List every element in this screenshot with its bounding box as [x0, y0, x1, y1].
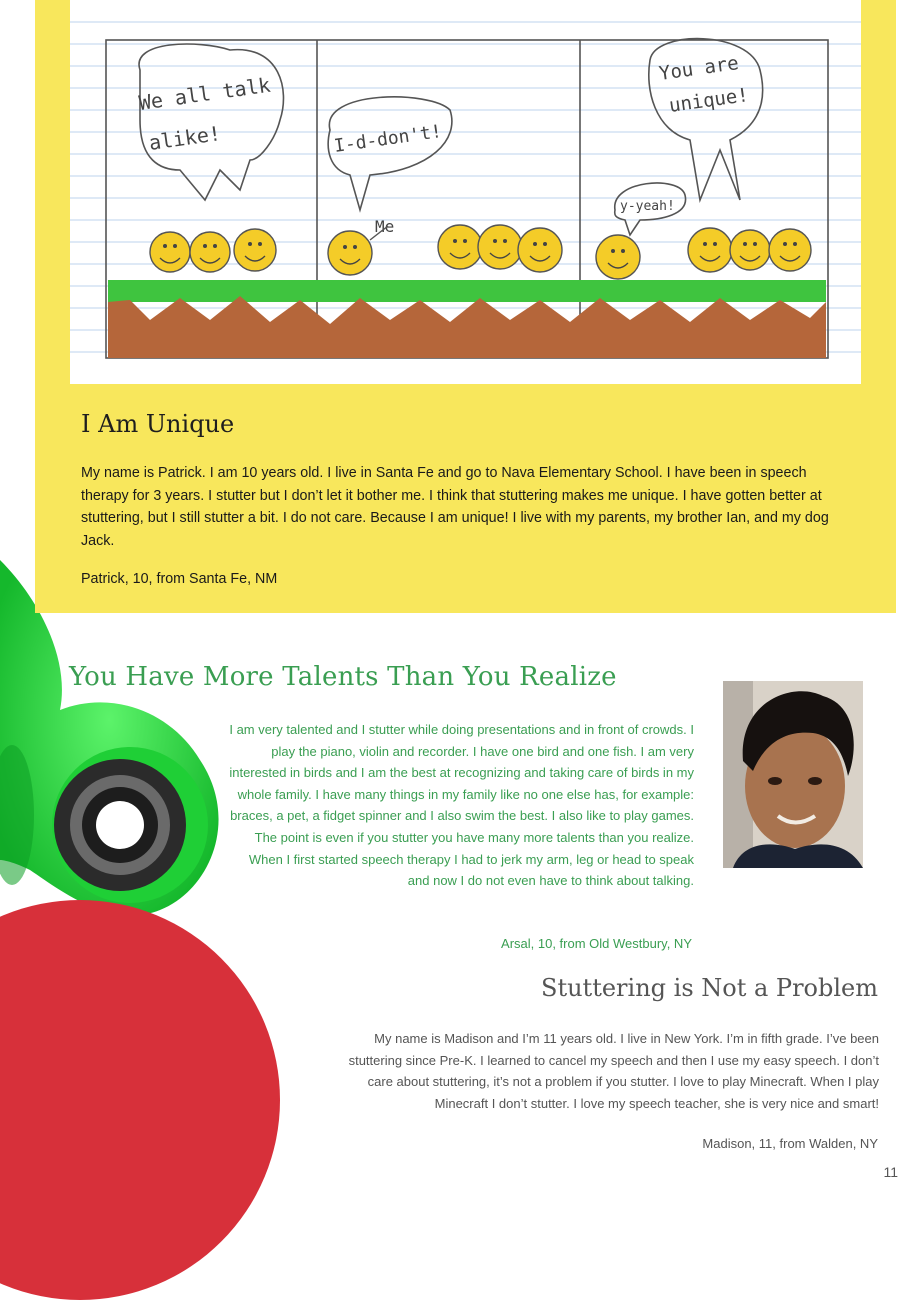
author-photo	[723, 681, 863, 868]
page-number: 11	[883, 1164, 898, 1180]
story-2-body: I am very talented and I stutter while doing presentations and in front of crowds. I play the piano, violin and recorder. I have one bird and one fish. I am very interested in birds and I am the best at recognizing and taking care of birds in my whole family. I have many things in my family like no one else has, for example: braces, a pet, a fidget spinner and I also swim the best. I also like to play games. The point is even if you stutter you have many more talents than you realize. When I first started speech therapy I had to jerk my arm, leg or head to speak and now I do not even have to think about talking.	[229, 722, 694, 889]
red-circle-decoration	[0, 900, 280, 1300]
story-1-signature: Patrick, 10, from Santa Fe, NM	[81, 571, 278, 587]
story-3-title: Stuttering is Not a Problem	[541, 974, 878, 1002]
story-2-title: You Have More Talents Than You Realize	[69, 662, 617, 692]
comic-drawing	[70, 0, 861, 384]
story-2-signature: Arsal, 10, from Old Westbury, NY	[501, 936, 692, 951]
comic-bubble-1-line-1: We all talk	[137, 72, 272, 115]
comic-bubble-3-line-1: You are	[657, 52, 740, 85]
comic-bubble-1-line-2: alike!	[147, 121, 223, 155]
fidget-spinner-image	[0, 560, 260, 940]
story-1-title: I Am Unique	[81, 410, 235, 438]
comic-bubble-4-text: y-yeah!	[620, 199, 675, 214]
story-3-signature: Madison, 11, from Walden, NY	[702, 1136, 878, 1151]
story-1-body: My name is Patrick. I am 10 years old. I live in Santa Fe and go to Nava Elementary School. I have been in speech therapy for 3 years. I stutter but I don’t let it bother me. I think that stuttering makes me unique. I have gotten better at stuttering, but I still stutter a bit. I do not care. Because I am unique! I live with my parents, my brother Ian, and my dog Jack.	[81, 465, 829, 549]
story-3-body: My name is Madison and I’m 11 years old. I live in New York. I’m in fifth grade. I’ve been stuttering since Pre-K. I learned to cancel my speech and then I use my easy speech. I don’t care about stuttering, it’s not a problem if you stutter. I love to play Minecraft. When I play Minecraft I don’t stutter. I love my speech teacher, she is very nice and smart!	[348, 1031, 879, 1111]
comic-label-me: Me	[375, 217, 395, 236]
comic-bubble-2-text: I-d-don't!	[332, 121, 444, 157]
comic-bubble-3-line-2: unique!	[667, 84, 750, 117]
